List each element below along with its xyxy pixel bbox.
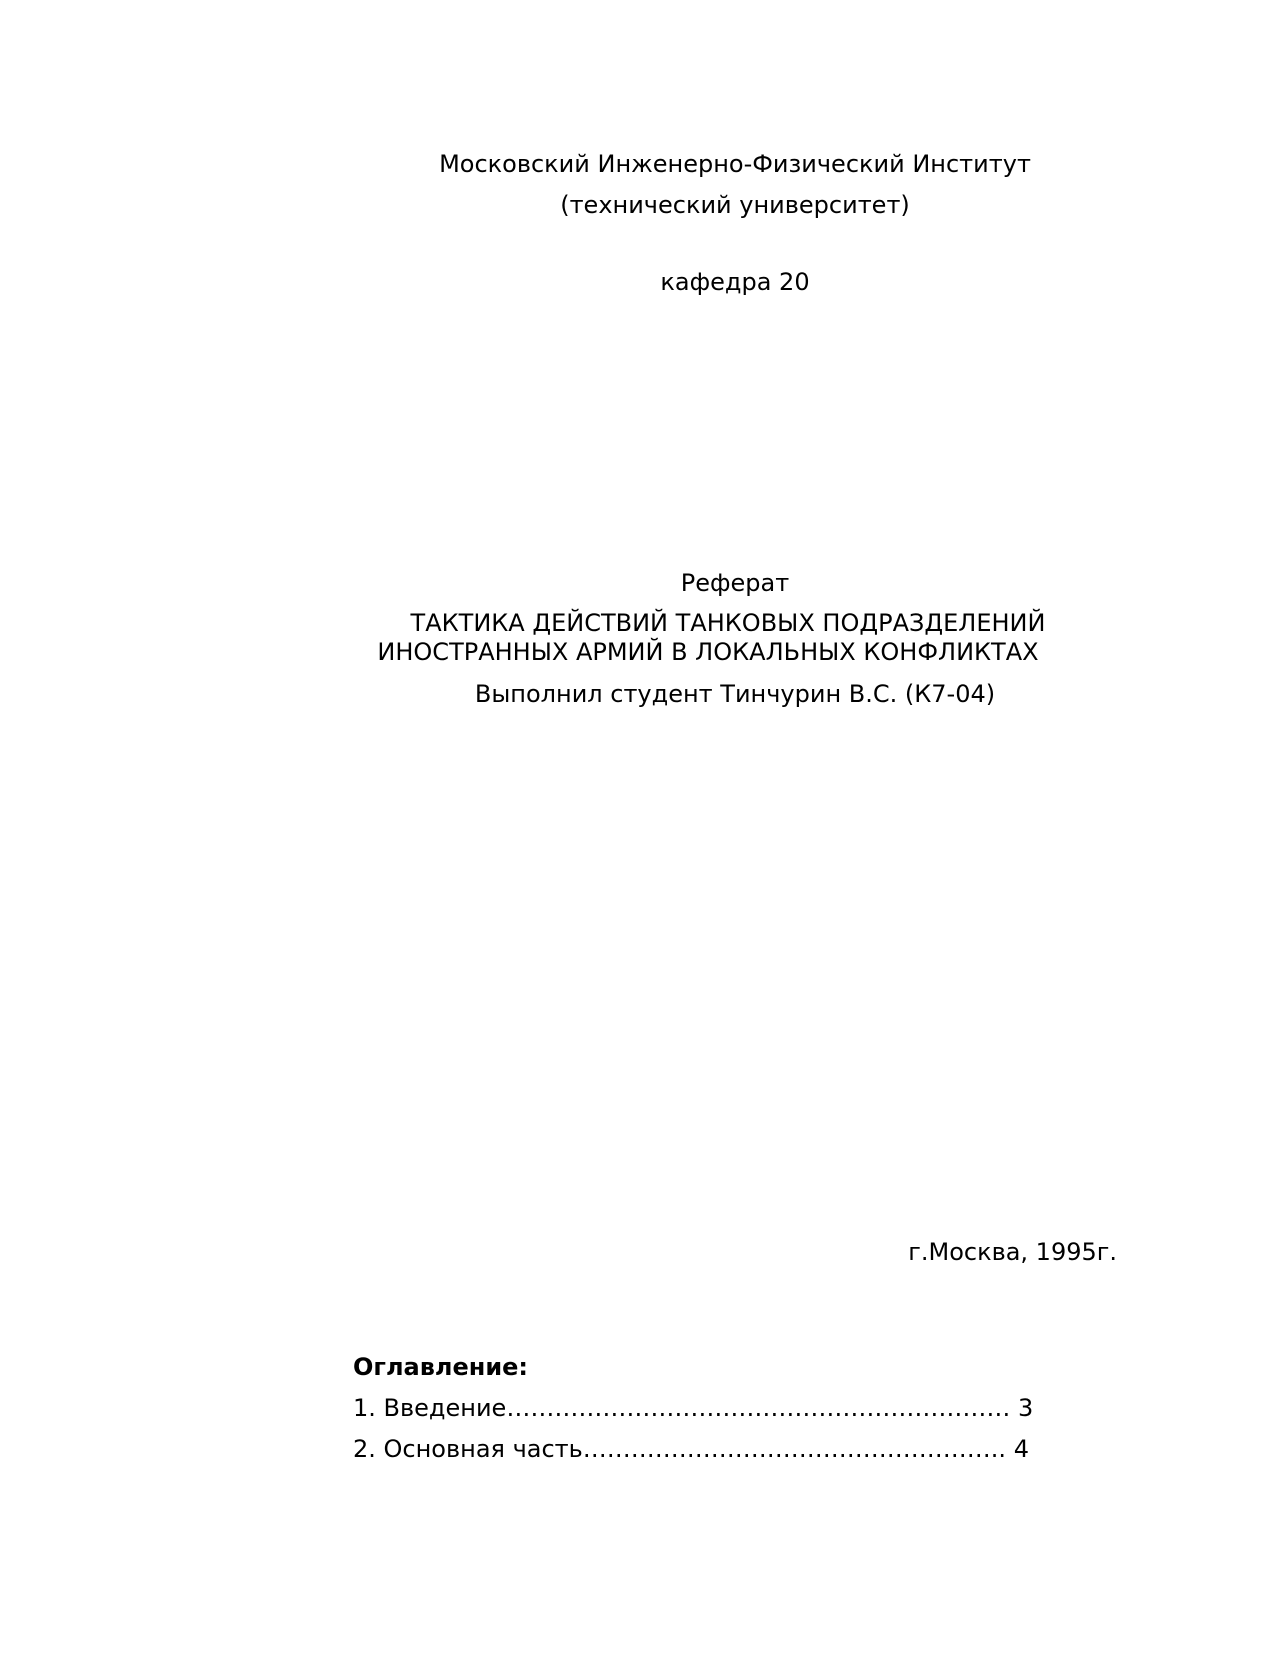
department: кафедра 20 xyxy=(660,268,810,296)
title-line-2: ИНОСТРАННЫХ АРМИЙ В ЛОКАЛЬНЫХ КОНФЛИКТАХ xyxy=(377,638,1039,666)
place-year: г.Москва, 1995г. xyxy=(908,1238,1117,1266)
document-type: Реферат xyxy=(680,569,790,597)
institute-name: Московский Инженерно-Физический Институт xyxy=(439,150,1031,178)
toc-item-main-part: 2. Основная часть…………………………………………….. 4 xyxy=(353,1435,1029,1463)
toc-item-introduction: 1. Введение……………………………………………………… 3 xyxy=(353,1394,1034,1422)
title-line-1: ТАКТИКА ДЕЙСТВИЙ ТАНКОВЫХ ПОДРАЗДЕЛЕНИЙ xyxy=(410,609,1046,637)
university-type: (технический университет) xyxy=(560,191,910,219)
toc-heading: Оглавление: xyxy=(353,1353,529,1381)
author-line: Выполнил студент Тинчурин В.С. (К7-04) xyxy=(474,680,996,708)
